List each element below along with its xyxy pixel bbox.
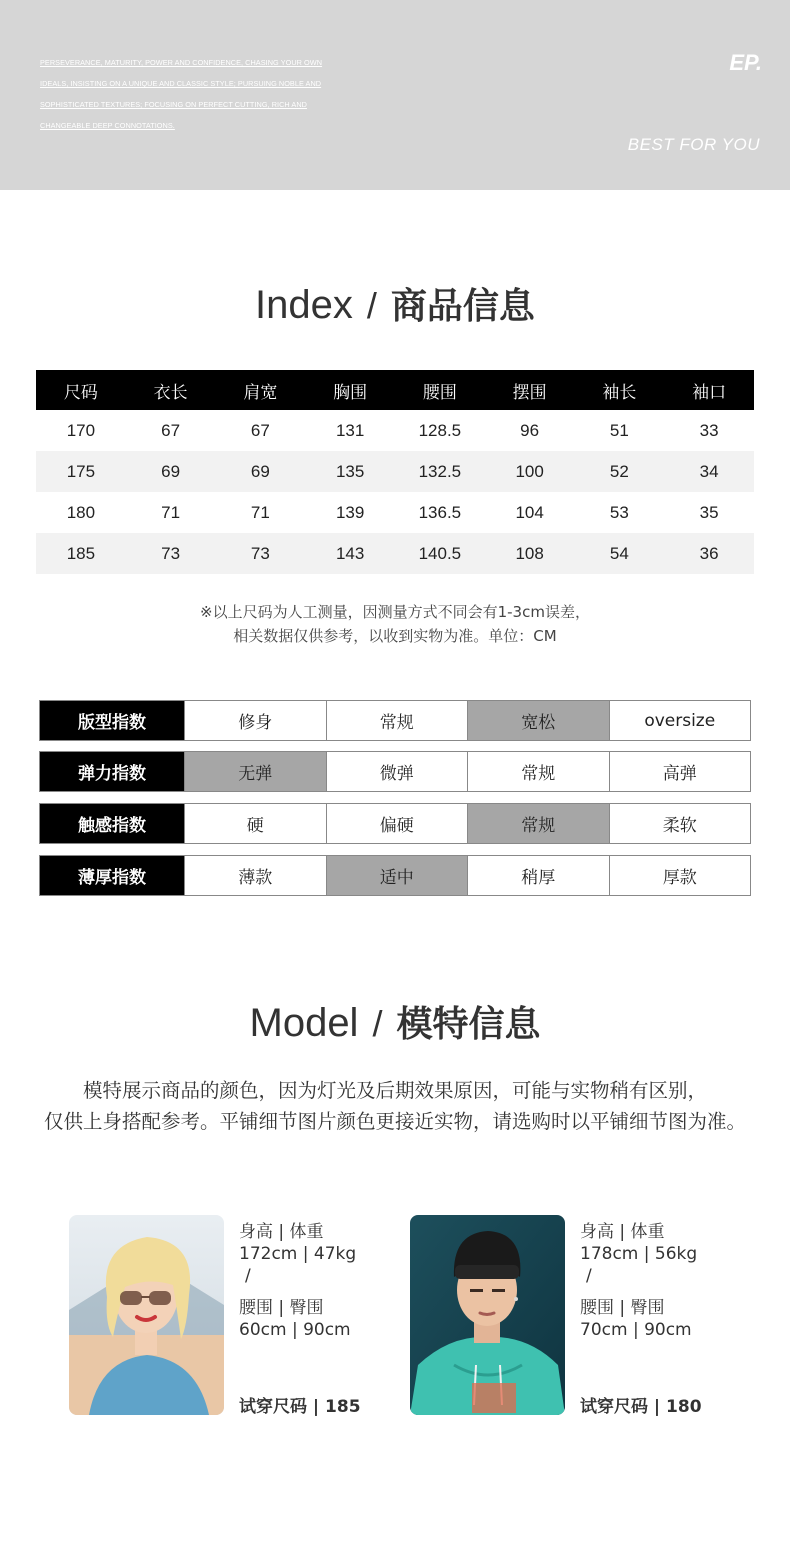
- height-weight-label: 身高 | 体重: [239, 1222, 324, 1242]
- table-cell: 69: [216, 451, 306, 492]
- table-cell: 51: [609, 420, 629, 440]
- height-weight-value: 178cm | 56kg: [580, 1244, 698, 1264]
- model-card: [410, 1215, 730, 1415]
- stretch-index-option: 无弹: [184, 752, 326, 791]
- thickness-index-option: 适中: [326, 856, 468, 895]
- model-title-cn: 模特信息: [396, 1004, 541, 1045]
- table-cell: 34: [664, 451, 754, 492]
- try-on-size: 试穿尺码 | 185: [239, 1397, 361, 1417]
- try-on-size: 试穿尺码 | 180: [580, 1397, 702, 1417]
- table-cell: 71: [250, 502, 270, 522]
- thickness-index-label: 薄厚指数: [40, 856, 184, 895]
- table-cell: 104: [515, 502, 544, 522]
- brand-statement-line: PERSEVERANCE, MATURITY, POWER AND CONFIDENCE, CHASING YOUR OWN: [40, 58, 323, 67]
- model-description: [0, 1075, 790, 1137]
- table-cell: 36: [664, 533, 754, 574]
- brand-statement-line: CHANGEABLE DEEP CONNOTATIONS.: [40, 121, 175, 130]
- index-title-en: Index: [255, 283, 353, 327]
- size-note-line: 相关数据仅供参考，以收到实物为准。单位：CM: [233, 627, 557, 645]
- table-row: [36, 533, 754, 574]
- fit-index-row: [39, 700, 751, 741]
- stretch-index-option: 高弹: [609, 752, 751, 791]
- title-separator: /: [372, 1003, 383, 1044]
- size-table-header: [36, 370, 754, 410]
- table-cell: 128.5: [418, 420, 462, 440]
- model-description-line: 仅供上身搭配参考。平铺细节图片颜色更接近实物，请选购时以平铺细节图为准。: [43, 1110, 746, 1133]
- brand-logo: EP.: [729, 50, 762, 75]
- model-info: [239, 1221, 399, 1417]
- table-cell: 35: [699, 502, 719, 522]
- table-row: [36, 451, 754, 492]
- table-cell: 67: [250, 420, 270, 440]
- stretch-index-option: 微弹: [326, 752, 468, 791]
- title-separator: /: [366, 285, 377, 326]
- header-cell: 摆围: [485, 370, 575, 410]
- model-photo: [69, 1215, 224, 1415]
- model-photo: [410, 1215, 565, 1415]
- table-cell: 135: [305, 451, 395, 492]
- model-description-line: 模特展示商品的颜色，因为灯光及后期效果原因，可能与实物稍有区别，: [82, 1079, 707, 1102]
- fit-index-option: oversize: [609, 701, 751, 740]
- touch-index-option: 偏硬: [326, 804, 468, 843]
- table-cell: 52: [575, 451, 665, 492]
- touch-index-row: [39, 803, 751, 844]
- stretch-index-option: 常规: [467, 752, 609, 791]
- table-cell: 71: [161, 502, 181, 522]
- thickness-index-option: 厚款: [609, 856, 751, 895]
- brand-statement: [40, 52, 370, 136]
- table-cell: 108: [485, 533, 575, 574]
- header-cell: 袖长: [575, 370, 665, 410]
- table-cell: 69: [126, 451, 216, 492]
- table-cell: 143: [305, 533, 395, 574]
- index-section-title: [0, 278, 790, 329]
- thickness-index-option: 薄款: [184, 856, 326, 895]
- table-cell: 54: [575, 533, 665, 574]
- waist-hip-label: 腰围 | 臀围: [239, 1298, 324, 1318]
- height-weight-value: 172cm | 47kg: [239, 1244, 357, 1264]
- fit-index-option: 宽松: [467, 701, 609, 740]
- table-cell: 73: [216, 533, 306, 574]
- table-cell: 139: [335, 502, 365, 522]
- model-card: [69, 1215, 389, 1415]
- table-cell: 136.5: [418, 502, 462, 522]
- table-cell: 131: [335, 420, 365, 440]
- table-cell: 132.5: [395, 451, 485, 492]
- header-cell: 腰围: [395, 370, 485, 410]
- table-cell: 53: [609, 502, 629, 522]
- header-banner: [0, 0, 790, 190]
- fit-index-option: 常规: [326, 701, 468, 740]
- model-info: [580, 1221, 740, 1417]
- brand-statement-line: IDEALS, INSISTING ON A UNIQUE AND CLASSIC STYLE; PURSUING NOBLE AND: [40, 79, 322, 88]
- table-cell: 33: [699, 420, 719, 440]
- index-title-cn: 商品信息: [390, 286, 535, 327]
- size-table: [36, 370, 754, 574]
- model-photo-art: [69, 1215, 224, 1415]
- header-cell: 袖口: [664, 370, 754, 410]
- height-weight-label: 身高 | 体重: [580, 1222, 665, 1242]
- table-cell: 140.5: [395, 533, 485, 574]
- stretch-index-row: [39, 751, 751, 792]
- waist-hip-value: 60cm | 90cm: [239, 1320, 351, 1340]
- table-cell: 170: [66, 420, 96, 440]
- table-row: [36, 410, 754, 451]
- fit-index-option: 修身: [184, 701, 326, 740]
- thickness-index-option: 稍厚: [467, 856, 609, 895]
- model-section-title: [0, 996, 790, 1047]
- table-cell: 73: [126, 533, 216, 574]
- touch-index-option: 常规: [467, 804, 609, 843]
- waist-hip-label: 腰围 | 臀围: [580, 1298, 665, 1318]
- touch-index-option: 柔软: [609, 804, 751, 843]
- brand-tagline: BEST FOR YOU: [627, 135, 760, 154]
- table-cell: 100: [485, 451, 575, 492]
- table-cell: 185: [36, 533, 126, 574]
- thickness-index-row: [39, 855, 751, 896]
- table-cell: 180: [66, 502, 96, 522]
- size-note: [0, 600, 790, 648]
- info-separator: /: [586, 1266, 592, 1286]
- model-photo-art: [410, 1215, 565, 1415]
- table-cell: 175: [36, 451, 126, 492]
- info-separator: /: [245, 1266, 251, 1286]
- model-title-en: Model: [249, 1001, 359, 1045]
- touch-index-label: 触感指数: [40, 804, 184, 843]
- touch-index-option: 硬: [184, 804, 326, 843]
- table-cell: 67: [161, 420, 181, 440]
- table-row: [36, 492, 754, 533]
- header-cell: 衣长: [126, 370, 216, 410]
- table-cell: 96: [520, 420, 540, 440]
- header-cell: 尺码: [36, 370, 126, 410]
- header-cell: 胸围: [305, 370, 395, 410]
- brand-statement-line: SOPHISTICATED TEXTURES; FOCUSING ON PERFECT CUTTING, RICH AND: [40, 100, 307, 109]
- size-note-line: ※以上尺码为人工测量，因测量方式不同会有1-3cm误差，: [200, 603, 590, 621]
- stretch-index-label: 弹力指数: [40, 752, 184, 791]
- waist-hip-value: 70cm | 90cm: [580, 1320, 692, 1340]
- header-cell: 肩宽: [216, 370, 306, 410]
- fit-index-label: 版型指数: [40, 701, 184, 740]
